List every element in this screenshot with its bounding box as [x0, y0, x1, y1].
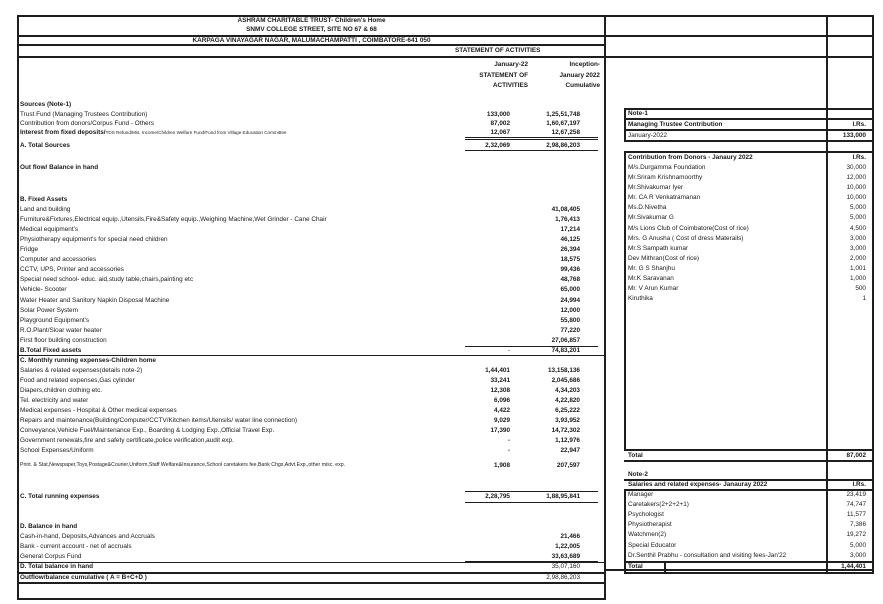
table-row: Food and related expenses,Gas cylinder 33,241 2,045,686 — [20, 377, 580, 384]
statement-title: STATEMENT OF ACTIVITIES — [455, 47, 541, 54]
salary-row: Psychologist 11,577 — [628, 511, 866, 518]
salary-row: Physiotherapist 7,386 — [628, 521, 866, 528]
donor-row: Mrs. G Anusha ( Cost of dress Materails) 3,000 — [628, 235, 866, 242]
table-row: General Corpus Fund 33,63,689 — [20, 553, 580, 560]
donor-row: Kiruthika 1 — [628, 295, 866, 302]
org-title: ASHRAM CHARITABLE TRUST- Children's Home — [237, 17, 386, 24]
total-row: A. Total Sources 2,32,069 2,98,86,203 — [20, 142, 580, 149]
total-row: B.Total Fixed assets - 74,83,201 — [20, 347, 580, 354]
note2-heading: Salaries and related expenses- Janauray 2022 I.Rs. — [628, 481, 866, 488]
donors-total-row: Total 87,002 — [628, 452, 866, 459]
salary-total-row: Total 1,44,401 — [628, 563, 866, 570]
table-row: Solar Power System 12,000 — [20, 307, 580, 314]
donor-row: Mr.K Saravanan 1,000 — [628, 275, 866, 282]
note1-trustee-row: January-2022 133,000 — [628, 132, 866, 139]
note1-title: Note-1 — [628, 110, 648, 117]
donors-heading: Contribution from Donors - Janaury 2022 I.Rs. — [628, 154, 866, 161]
donor-row: Mr.Sriram Krishnamoorthy 12,000 — [628, 174, 866, 181]
table-row: Land and building 41,08,405 — [20, 206, 580, 213]
donor-row: Mr.S Sampath kumar 3,000 — [628, 245, 866, 252]
running-total-underline — [465, 502, 598, 503]
sources-total-rule-2 — [465, 139, 598, 140]
note2-title: Note-2 — [628, 471, 648, 478]
table-row: Computer and accessories 18,575 — [20, 256, 580, 263]
table-row: Water Heater and Sanitory Napkin Disposal Machine 24,994 — [20, 297, 580, 304]
table-row: Medical equipment's 17,214 — [20, 226, 580, 233]
table-row: Government renewals,fire and safety certificate,police verification,audit exp. - 1,12,976 — [20, 437, 580, 444]
table-row: CCTV, UPS, Printer and accessories 99,436 — [20, 266, 580, 273]
fixed-assets-heading: B. Fixed Assets — [20, 196, 68, 203]
donor-row: Mr. G S Shanjhu 1,001 — [628, 265, 866, 272]
col2-header: Inception- January 2022 Cumulative — [559, 61, 600, 89]
donor-row: Mr. CA R Venkatramanan 10,000 — [628, 194, 866, 201]
table-row: Vehicle- Scooter 65,000 — [20, 286, 580, 293]
donor-row: Ms.D.Nivetha 5,000 — [628, 204, 866, 211]
donor-row: Mr. V Arun Kumar 500 — [628, 285, 866, 292]
sources-total-underline — [465, 150, 598, 151]
table-row: Tel. electricity and water 6,096 4,22,820 — [20, 397, 580, 404]
table-row: Contribution from donors/Corpus Fund - Others 87,002 1,60,67,197 — [20, 120, 580, 127]
table-row: Special need school- educ. aid,study table,chairs,painting etc 48,768 — [20, 276, 580, 283]
donor-row: Mr.Shivakumar Iyer 10,000 — [628, 184, 866, 191]
org-address-line1: SNMV COLLEGE STREET, SITE NO 67 & 68 — [246, 26, 377, 33]
salary-row: Watchmen(2) 19,272 — [628, 531, 866, 538]
grand-total-bottom — [17, 582, 606, 584]
table-row: R.O.Plant/Sloar water heater 77,220 — [20, 327, 580, 334]
table-row: Conveyance,Vehicle Fuel/Maintenance Exp., Boarding & Lodging Exp.,Official Travel Exp. 17,390 14,72,302 — [20, 427, 580, 434]
table-row: Furniture&Fixtures,Electrical equip.,Utensils,Fire&Safety equip.,Weighing Machine,Wet Grinder - Cane Chair 1,76,413 — [20, 216, 580, 223]
table-row: Interest from fixed deposits/TDS Refund/Mis. Income/Children Welfare Fund/Fund from Village Education Committee 12,067 12,67,258 — [20, 129, 580, 136]
salary-row: Manager 23,419 — [628, 491, 866, 498]
sources-total-rule — [465, 137, 598, 138]
salary-row: Caretakers(2+2+2+1) 74,747 — [628, 501, 866, 508]
table-row: Print. & Stat,Newspaper,Toys,Postage&Courier,Uniform,Staff Welfare&Insurance,School caretakers fee,Bank Chgs,Advt.Exp.,other misc. exp. 1,908 207,597 — [20, 462, 580, 469]
table-row: Repairs and maintenance(Building/Computer/CCTV/Kitchen items/Utensils/ water line connection) 9,029 3,93,952 — [20, 417, 580, 424]
salary-row: Dr.Senthil Prabhu - consultation and visiting fees-Jan'22 3,000 — [628, 552, 866, 559]
balance-heading: D. Balance in hand — [20, 523, 78, 530]
table-row: Bank - current account - net of accruals 1,22,005 — [20, 543, 580, 550]
header-rule-3 — [17, 56, 874, 58]
table-row: Trust Fund (Managing Trustees Contribution) 133,000 1,25,51,748 — [20, 111, 580, 118]
table-row: Diapers,children clothing etc. 12,308 4,34,203 — [20, 387, 580, 394]
table-row: School Expenses/Uniform - 22,947 — [20, 447, 580, 454]
table-row: Fridge 26,394 — [20, 246, 580, 253]
table-row: First floor building construction 27,06,857 — [20, 337, 580, 344]
grand-total-row: Outflow/balance cumulative ( A = B+C+D ) 2,98,86,203 — [20, 574, 580, 581]
col1-header: January-22 STATEMENT OF ACTIVITIES — [479, 61, 528, 89]
outflow-heading: Out flow/ Balance in hand — [20, 164, 99, 171]
donors-total-bottom — [624, 460, 874, 462]
table-row: Physiotherapy equipment's for special need children 46,125 — [20, 236, 580, 243]
donor-row: M/s Lions Club of Coimbatore(Cost of rice) 4,500 — [628, 225, 866, 232]
table-row: Medical expenses - Hospital & Other medical expenses 4,422 6,25,222 — [20, 407, 580, 414]
donor-row: M/s.Durgamma Foundation 30,000 — [628, 164, 866, 171]
salary-row: Special Educator 5,000 — [628, 542, 866, 549]
table-row: Playground Equipment's 55,800 — [20, 317, 580, 324]
running-expenses-heading: C. Monthly running expenses-Children home — [20, 357, 156, 364]
table-row: Salaries & related expenses(details note-2) 1,44,401 13,158,136 — [20, 367, 580, 374]
sources-heading: Sources (Note-1) — [20, 101, 72, 108]
donor-row: Mr.Sivakumar G 5,000 — [628, 214, 866, 221]
total-row: D. Total balance in hand 35,07,160 — [20, 563, 580, 570]
donor-row: Dev Mithran(Cost of rice) 2,000 — [628, 255, 866, 262]
total-row: C. Total running expenses 2,28,795 1,88,95,841 — [20, 493, 580, 500]
org-address-line2: KARPAGA VINAYAGAR NAGAR, MALUMACHAMPATTI , COIMBATORE-641 050 — [192, 37, 431, 44]
header-rule-2 — [17, 44, 606, 46]
table-row: Cash-in-hand, Deposits,Advances and Accruals 21,466 — [20, 533, 580, 540]
note1-trustee-heading: Managing Trustee Contribution I.Rs. — [628, 121, 866, 128]
